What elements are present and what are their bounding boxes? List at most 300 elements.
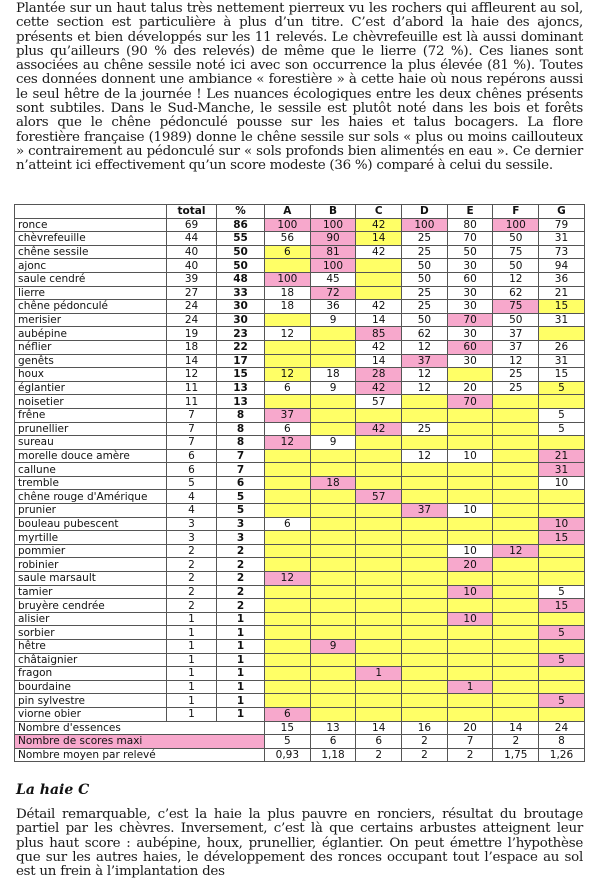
score-cell xyxy=(310,504,356,518)
percent-cell: 1 xyxy=(217,653,265,667)
header-cell: C xyxy=(356,205,402,219)
score-cell: 50 xyxy=(402,313,448,327)
score-cell xyxy=(447,476,493,490)
score-cell: 6 xyxy=(265,422,311,436)
species-name-cell: châtaignier xyxy=(15,653,167,667)
table-row xyxy=(15,272,585,286)
score-cell: 62 xyxy=(493,286,539,300)
score-cell xyxy=(265,490,311,504)
total-cell: 2 xyxy=(167,599,217,613)
table-header-row xyxy=(15,205,585,219)
score-cell: 5 xyxy=(539,585,585,599)
table-row xyxy=(15,259,585,273)
total-cell: 1 xyxy=(167,626,217,640)
score-cell: 28 xyxy=(356,368,402,382)
table-row xyxy=(15,232,585,246)
score-cell: 50 xyxy=(402,259,448,273)
score-cell: 70 xyxy=(447,313,493,327)
score-cell xyxy=(310,449,356,463)
table-row xyxy=(15,707,585,721)
summary-value-cell: 1,26 xyxy=(539,748,585,762)
score-cell: 14 xyxy=(356,354,402,368)
score-cell: 21 xyxy=(539,449,585,463)
score-cell: 70 xyxy=(447,395,493,409)
summary-value-cell: 2 xyxy=(356,748,402,762)
species-name-cell: prunier xyxy=(15,504,167,518)
summary-label-cell: Nombre moyen par relevé xyxy=(15,748,265,762)
score-cell xyxy=(539,395,585,409)
percent-cell: 13 xyxy=(217,395,265,409)
score-cell: 5 xyxy=(539,653,585,667)
score-cell: 37 xyxy=(402,504,448,518)
species-name-cell: tremble xyxy=(15,476,167,490)
score-cell: 25 xyxy=(402,422,448,436)
score-cell: 42 xyxy=(356,245,402,259)
score-cell xyxy=(265,340,311,354)
score-cell: 31 xyxy=(539,232,585,246)
score-cell xyxy=(493,395,539,409)
score-cell xyxy=(447,572,493,586)
score-cell: 70 xyxy=(447,232,493,246)
score-cell xyxy=(265,259,311,273)
total-cell: 39 xyxy=(167,272,217,286)
score-cell: 75 xyxy=(493,300,539,314)
summary-label-cell: Nombre de scores maxi xyxy=(15,735,265,749)
score-cell: 31 xyxy=(539,463,585,477)
total-cell: 40 xyxy=(167,259,217,273)
score-cell: 10 xyxy=(447,449,493,463)
score-cell: 25 xyxy=(402,286,448,300)
species-name-cell: saule cendré xyxy=(15,272,167,286)
percent-cell: 17 xyxy=(217,354,265,368)
percent-cell: 1 xyxy=(217,626,265,640)
table-row xyxy=(15,381,585,395)
total-cell: 44 xyxy=(167,232,217,246)
score-cell xyxy=(539,327,585,341)
score-cell xyxy=(310,490,356,504)
table-row xyxy=(15,449,585,463)
score-cell xyxy=(447,667,493,681)
score-cell xyxy=(447,640,493,654)
header-cell: total xyxy=(167,205,217,219)
species-name-cell: viorne obier xyxy=(15,707,167,721)
species-name-cell: hêtre xyxy=(15,640,167,654)
score-cell: 62 xyxy=(402,327,448,341)
score-cell xyxy=(356,449,402,463)
percent-cell: 8 xyxy=(217,436,265,450)
table-row xyxy=(15,245,585,259)
score-cell: 37 xyxy=(402,354,448,368)
total-cell: 14 xyxy=(167,354,217,368)
percent-cell: 7 xyxy=(217,449,265,463)
header-cell: % xyxy=(217,205,265,219)
score-cell xyxy=(310,558,356,572)
score-cell xyxy=(493,640,539,654)
score-cell xyxy=(447,694,493,708)
total-cell: 6 xyxy=(167,463,217,477)
score-cell xyxy=(265,626,311,640)
summary-value-cell: 15 xyxy=(265,721,311,735)
summary-row xyxy=(15,721,585,735)
score-cell xyxy=(402,517,448,531)
score-cell: 42 xyxy=(356,422,402,436)
header-cell: G xyxy=(539,205,585,219)
table-row xyxy=(15,612,585,626)
score-cell xyxy=(447,531,493,545)
score-cell xyxy=(310,327,356,341)
score-cell xyxy=(402,408,448,422)
species-name-cell: sureau xyxy=(15,436,167,450)
total-cell: 2 xyxy=(167,558,217,572)
species-name-cell: pommier xyxy=(15,544,167,558)
score-cell xyxy=(265,558,311,572)
score-cell xyxy=(310,531,356,545)
summary-row xyxy=(15,748,585,762)
percent-cell: 7 xyxy=(217,463,265,477)
total-cell: 1 xyxy=(167,612,217,626)
table-row xyxy=(15,558,585,572)
score-cell: 5 xyxy=(539,381,585,395)
score-cell xyxy=(356,286,402,300)
score-cell xyxy=(265,680,311,694)
score-cell: 57 xyxy=(356,490,402,504)
score-cell: 50 xyxy=(493,259,539,273)
score-cell xyxy=(539,612,585,626)
table-body xyxy=(15,218,585,721)
score-cell: 12 xyxy=(402,449,448,463)
score-cell xyxy=(447,422,493,436)
score-cell xyxy=(402,707,448,721)
summary-value-cell: 8 xyxy=(539,735,585,749)
score-cell xyxy=(402,612,448,626)
score-cell: 25 xyxy=(493,381,539,395)
score-cell xyxy=(310,354,356,368)
score-cell: 12 xyxy=(402,340,448,354)
score-cell xyxy=(356,694,402,708)
species-name-cell: merisier xyxy=(15,313,167,327)
percent-cell: 30 xyxy=(217,300,265,314)
table-row xyxy=(15,585,585,599)
total-cell: 24 xyxy=(167,313,217,327)
summary-value-cell: 24 xyxy=(539,721,585,735)
summary-value-cell: 16 xyxy=(402,721,448,735)
score-cell xyxy=(402,544,448,558)
total-cell: 2 xyxy=(167,585,217,599)
score-cell xyxy=(493,585,539,599)
total-cell: 7 xyxy=(167,422,217,436)
score-cell xyxy=(356,558,402,572)
score-cell xyxy=(447,517,493,531)
score-cell xyxy=(310,517,356,531)
score-cell xyxy=(265,504,311,518)
score-cell xyxy=(493,667,539,681)
percent-cell: 13 xyxy=(217,381,265,395)
total-cell: 1 xyxy=(167,667,217,681)
score-cell: 94 xyxy=(539,259,585,273)
score-cell: 50 xyxy=(493,232,539,246)
score-cell: 37 xyxy=(493,327,539,341)
species-name-cell: robinier xyxy=(15,558,167,572)
score-cell: 9 xyxy=(310,640,356,654)
table-row xyxy=(15,680,585,694)
score-cell xyxy=(310,395,356,409)
score-cell xyxy=(493,504,539,518)
table-row xyxy=(15,340,585,354)
summary-value-cell: 5 xyxy=(265,735,311,749)
score-cell: 15 xyxy=(539,599,585,613)
score-cell: 21 xyxy=(539,286,585,300)
species-name-cell: myrtille xyxy=(15,531,167,545)
table-row xyxy=(15,653,585,667)
summary-value-cell: 0,93 xyxy=(265,748,311,762)
header-cell: E xyxy=(447,205,493,219)
percent-cell: 3 xyxy=(217,531,265,545)
total-cell: 19 xyxy=(167,327,217,341)
score-cell xyxy=(493,680,539,694)
score-cell xyxy=(310,463,356,477)
score-cell xyxy=(356,680,402,694)
score-cell xyxy=(265,476,311,490)
species-name-cell: chêne pédonculé xyxy=(15,300,167,314)
total-cell: 11 xyxy=(167,395,217,409)
total-cell: 7 xyxy=(167,436,217,450)
percent-cell: 3 xyxy=(217,517,265,531)
score-cell: 5 xyxy=(539,694,585,708)
percent-cell: 2 xyxy=(217,544,265,558)
score-cell: 15 xyxy=(539,531,585,545)
total-cell: 2 xyxy=(167,544,217,558)
table-row xyxy=(15,667,585,681)
percent-cell: 2 xyxy=(217,572,265,586)
header-cell: A xyxy=(265,205,311,219)
score-cell xyxy=(402,531,448,545)
score-cell: 18 xyxy=(265,300,311,314)
score-cell xyxy=(310,544,356,558)
score-cell: 5 xyxy=(539,422,585,436)
score-cell: 100 xyxy=(493,218,539,232)
table-row xyxy=(15,286,585,300)
summary-value-cell: 2 xyxy=(493,735,539,749)
percent-cell: 23 xyxy=(217,327,265,341)
score-cell: 10 xyxy=(539,476,585,490)
score-cell xyxy=(265,544,311,558)
score-cell xyxy=(356,626,402,640)
table-footer xyxy=(15,721,585,762)
score-cell xyxy=(356,259,402,273)
score-cell xyxy=(493,476,539,490)
score-cell xyxy=(356,463,402,477)
score-cell xyxy=(265,612,311,626)
table-row xyxy=(15,599,585,613)
score-cell xyxy=(356,272,402,286)
score-cell xyxy=(402,558,448,572)
score-cell xyxy=(356,408,402,422)
score-cell: 9 xyxy=(310,313,356,327)
summary-value-cell: 2 xyxy=(447,748,493,762)
table-row xyxy=(15,476,585,490)
score-cell xyxy=(402,572,448,586)
score-cell: 1 xyxy=(447,680,493,694)
score-cell: 37 xyxy=(493,340,539,354)
score-cell xyxy=(493,449,539,463)
table-row xyxy=(15,327,585,341)
score-cell xyxy=(402,640,448,654)
score-cell: 18 xyxy=(265,286,311,300)
score-cell: 10 xyxy=(447,612,493,626)
score-cell: 9 xyxy=(310,381,356,395)
total-cell: 27 xyxy=(167,286,217,300)
score-cell: 25 xyxy=(402,245,448,259)
score-cell: 5 xyxy=(539,408,585,422)
score-cell xyxy=(356,585,402,599)
score-cell xyxy=(265,640,311,654)
percent-cell: 6 xyxy=(217,476,265,490)
score-cell xyxy=(402,694,448,708)
species-name-cell: callune xyxy=(15,463,167,477)
score-cell xyxy=(265,667,311,681)
score-cell: 25 xyxy=(493,368,539,382)
species-name-cell: genêts xyxy=(15,354,167,368)
total-cell: 12 xyxy=(167,368,217,382)
score-cell xyxy=(402,667,448,681)
species-name-cell: ajonc xyxy=(15,259,167,273)
score-cell: 25 xyxy=(402,300,448,314)
score-cell: 14 xyxy=(356,313,402,327)
score-cell xyxy=(539,544,585,558)
score-cell: 30 xyxy=(447,354,493,368)
score-cell xyxy=(265,694,311,708)
score-cell xyxy=(539,667,585,681)
percent-cell: 1 xyxy=(217,612,265,626)
score-cell xyxy=(356,653,402,667)
table-row xyxy=(15,626,585,640)
score-cell: 20 xyxy=(447,558,493,572)
score-cell: 6 xyxy=(265,381,311,395)
species-name-cell: pin sylvestre xyxy=(15,694,167,708)
species-name-cell: bourdaine xyxy=(15,680,167,694)
score-cell: 90 xyxy=(310,232,356,246)
score-cell: 42 xyxy=(356,300,402,314)
score-cell xyxy=(402,599,448,613)
summary-value-cell: 1,75 xyxy=(493,748,539,762)
score-cell: 30 xyxy=(447,300,493,314)
percent-cell: 5 xyxy=(217,490,265,504)
score-cell: 85 xyxy=(356,327,402,341)
species-name-cell: églantier xyxy=(15,381,167,395)
score-cell xyxy=(265,395,311,409)
score-cell: 10 xyxy=(539,517,585,531)
score-cell: 37 xyxy=(265,408,311,422)
table-row xyxy=(15,531,585,545)
score-cell: 31 xyxy=(539,354,585,368)
score-cell: 50 xyxy=(447,245,493,259)
score-cell: 5 xyxy=(539,626,585,640)
score-cell: 1 xyxy=(356,667,402,681)
score-cell: 6 xyxy=(265,517,311,531)
summary-value-cell: 14 xyxy=(356,721,402,735)
score-cell xyxy=(493,531,539,545)
score-cell xyxy=(447,368,493,382)
score-cell xyxy=(447,463,493,477)
table-row xyxy=(15,300,585,314)
score-cell xyxy=(539,572,585,586)
score-cell: 100 xyxy=(310,259,356,273)
total-cell: 6 xyxy=(167,449,217,463)
table-row xyxy=(15,218,585,232)
score-cell xyxy=(493,517,539,531)
score-cell xyxy=(402,490,448,504)
species-name-cell: chèvrefeuille xyxy=(15,232,167,246)
header-cell: F xyxy=(493,205,539,219)
score-cell xyxy=(356,436,402,450)
score-cell: 80 xyxy=(447,218,493,232)
score-cell xyxy=(310,612,356,626)
score-cell xyxy=(310,667,356,681)
score-cell: 12 xyxy=(265,327,311,341)
score-cell: 42 xyxy=(356,340,402,354)
species-name-cell: noisetier xyxy=(15,395,167,409)
species-name-cell: chêne rouge d'Amérique xyxy=(15,490,167,504)
score-cell xyxy=(310,572,356,586)
score-cell xyxy=(356,612,402,626)
species-name-cell: alisier xyxy=(15,612,167,626)
species-name-cell: frêne xyxy=(15,408,167,422)
score-cell xyxy=(493,694,539,708)
score-cell: 15 xyxy=(539,368,585,382)
percent-cell: 55 xyxy=(217,232,265,246)
species-name-cell: aubépine xyxy=(15,327,167,341)
species-name-cell: tamier xyxy=(15,585,167,599)
total-cell: 18 xyxy=(167,340,217,354)
summary-value-cell: 7 xyxy=(447,735,493,749)
percent-cell: 2 xyxy=(217,585,265,599)
score-cell xyxy=(265,449,311,463)
score-cell xyxy=(356,504,402,518)
score-cell: 25 xyxy=(402,232,448,246)
total-cell: 3 xyxy=(167,531,217,545)
species-name-cell: néflier xyxy=(15,340,167,354)
species-name-cell: lierre xyxy=(15,286,167,300)
score-cell xyxy=(402,395,448,409)
score-cell: 12 xyxy=(265,436,311,450)
species-name-cell: bruyère cendrée xyxy=(15,599,167,613)
score-cell: 12 xyxy=(493,354,539,368)
score-cell xyxy=(447,707,493,721)
score-cell: 12 xyxy=(402,381,448,395)
score-cell: 14 xyxy=(356,232,402,246)
score-cell xyxy=(310,422,356,436)
score-cell: 100 xyxy=(402,218,448,232)
score-cell: 12 xyxy=(493,544,539,558)
score-cell xyxy=(356,544,402,558)
summary-label-cell: Nombre d'essences xyxy=(15,721,265,735)
table-row xyxy=(15,395,585,409)
table-row xyxy=(15,640,585,654)
score-cell xyxy=(356,572,402,586)
score-cell xyxy=(265,463,311,477)
percent-cell: 1 xyxy=(217,667,265,681)
score-cell xyxy=(493,408,539,422)
score-cell xyxy=(539,436,585,450)
species-name-cell: bouleau pubescent xyxy=(15,517,167,531)
score-cell: 6 xyxy=(265,245,311,259)
score-cell xyxy=(447,408,493,422)
total-cell: 1 xyxy=(167,653,217,667)
percent-cell: 1 xyxy=(217,694,265,708)
percent-cell: 1 xyxy=(217,640,265,654)
score-cell xyxy=(402,585,448,599)
score-cell xyxy=(265,531,311,545)
